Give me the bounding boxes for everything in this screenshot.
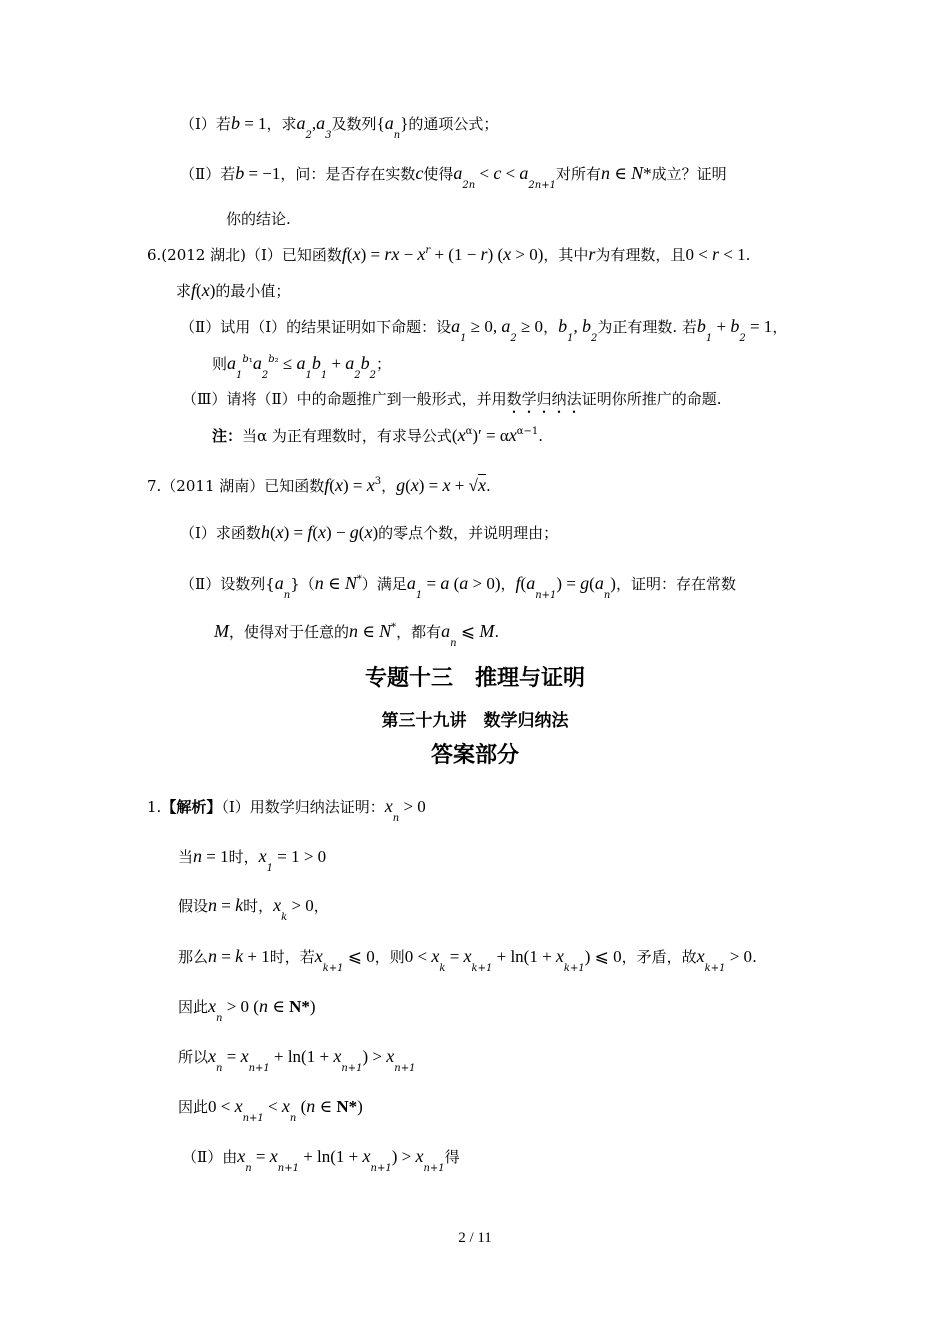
problem-7-part-2-cont: M，使得对于任意的n ∈ N*，都有$a_n$ ⩽ M. (214, 621, 500, 649)
problem-7-part-2: （Ⅱ）设数列$\{a_n\}(n$ ∈ N*）满足$a_1 = a$ (a > 0)，$f(a_{n+1}) = g(a_n)$，证明：存在常数 (180, 573, 736, 601)
problem-5-part-1: （Ⅰ）若b = 1，求$a_2,a_3$及数列$\{a_n\}$的通项公式； (180, 113, 499, 141)
answer-1-hypothesis: 假设n = k时，$x_k > 0$， (178, 895, 329, 923)
problem-7-stem: 7.（2011 湖南）已知函数$f(x) = x^3$，g(x) = x + √x. (147, 475, 491, 495)
problem-5-part-2: （Ⅱ）若b = −1，问：是否存在实数c使得$a_{2n} < c < a_{2n+1}$对所有n ∈ N*成立？证明 (180, 163, 727, 191)
lecture-heading: 第三十九讲 数学归纳法 (381, 711, 569, 731)
problem-6-part-3: （Ⅲ）请将（Ⅱ）中的命题推广到一般形式，并用数学归纳法证明你所推广的命题. (182, 390, 722, 408)
answer-1-so: 所以$x_n = x_{n+1} + \ln(1 + x_{n+1}) > x_{n+1}$ (178, 1046, 416, 1074)
answer-1-therefore: 因此$0 < x_{n+1} < x_n$ (n ∈ N*) (178, 1096, 363, 1124)
topic-heading: 专题十三 推理与证明 (364, 666, 585, 691)
answer-1-intro: 1.【解析】（Ⅰ）用数学归纳法证明：$x_n > 0$ (147, 796, 426, 824)
answer-1-inductive-step: 那么n = k + 1时，若$x_{k+1}$ ⩽ 0，则$0 < x_k = x_{k+1} + \ln(1 + x_{k+1})$ ⩽ 0，矛盾，故$x_{k+1} > 0$. (178, 946, 757, 974)
problem-5-part-2-cont: 你的结论. (226, 210, 291, 228)
problem-6-stem-cont: 求f(x)的最小值； (176, 280, 291, 300)
problem-7-part-1: （Ⅰ）求函数h(x) = f(x) − g(x)的零点个数，并说明理由； (180, 522, 559, 542)
problem-6-part-2-cont: 则$a_1^{b_1}a_2^{b_2} \le a_1b_1 + a_2b_2$； (212, 353, 392, 381)
problem-6-stem: 6.(2012 湖北)（Ⅰ）已知函数f(x) = rx − $x^r + (1 - r) (x > 0)$，其中r为有理数，且0 < r < 1. (147, 244, 751, 264)
problem-6-note: 注：当α 为正有理数时，有求导公式$(x^\alpha)' = \alpha x^{\alpha-1}$. (212, 425, 544, 445)
page-number: 2 / 11 (458, 1230, 492, 1246)
answer-1-conclusion: 因此$x_n > 0$ (n ∈ N*) (178, 996, 316, 1024)
answer-1-base-case: 当n = 1时，$x_1 = 1 > 0$ (178, 846, 327, 874)
answers-heading: 答案部分 (430, 743, 519, 768)
problem-6-part-2: （Ⅱ）试用（Ⅰ）的结果证明如下命题：设$a_1 \ge 0$, $a_2 \ge 0$，$b_1$, $b_2$为正有理数. 若$b_1 + b_2 = 1$， (180, 316, 788, 344)
answer-1-part-2: （Ⅱ）由$x_n = x_{n+1} + \ln(1 + x_{n+1}) > x_{n+1}$得 (182, 1146, 460, 1174)
